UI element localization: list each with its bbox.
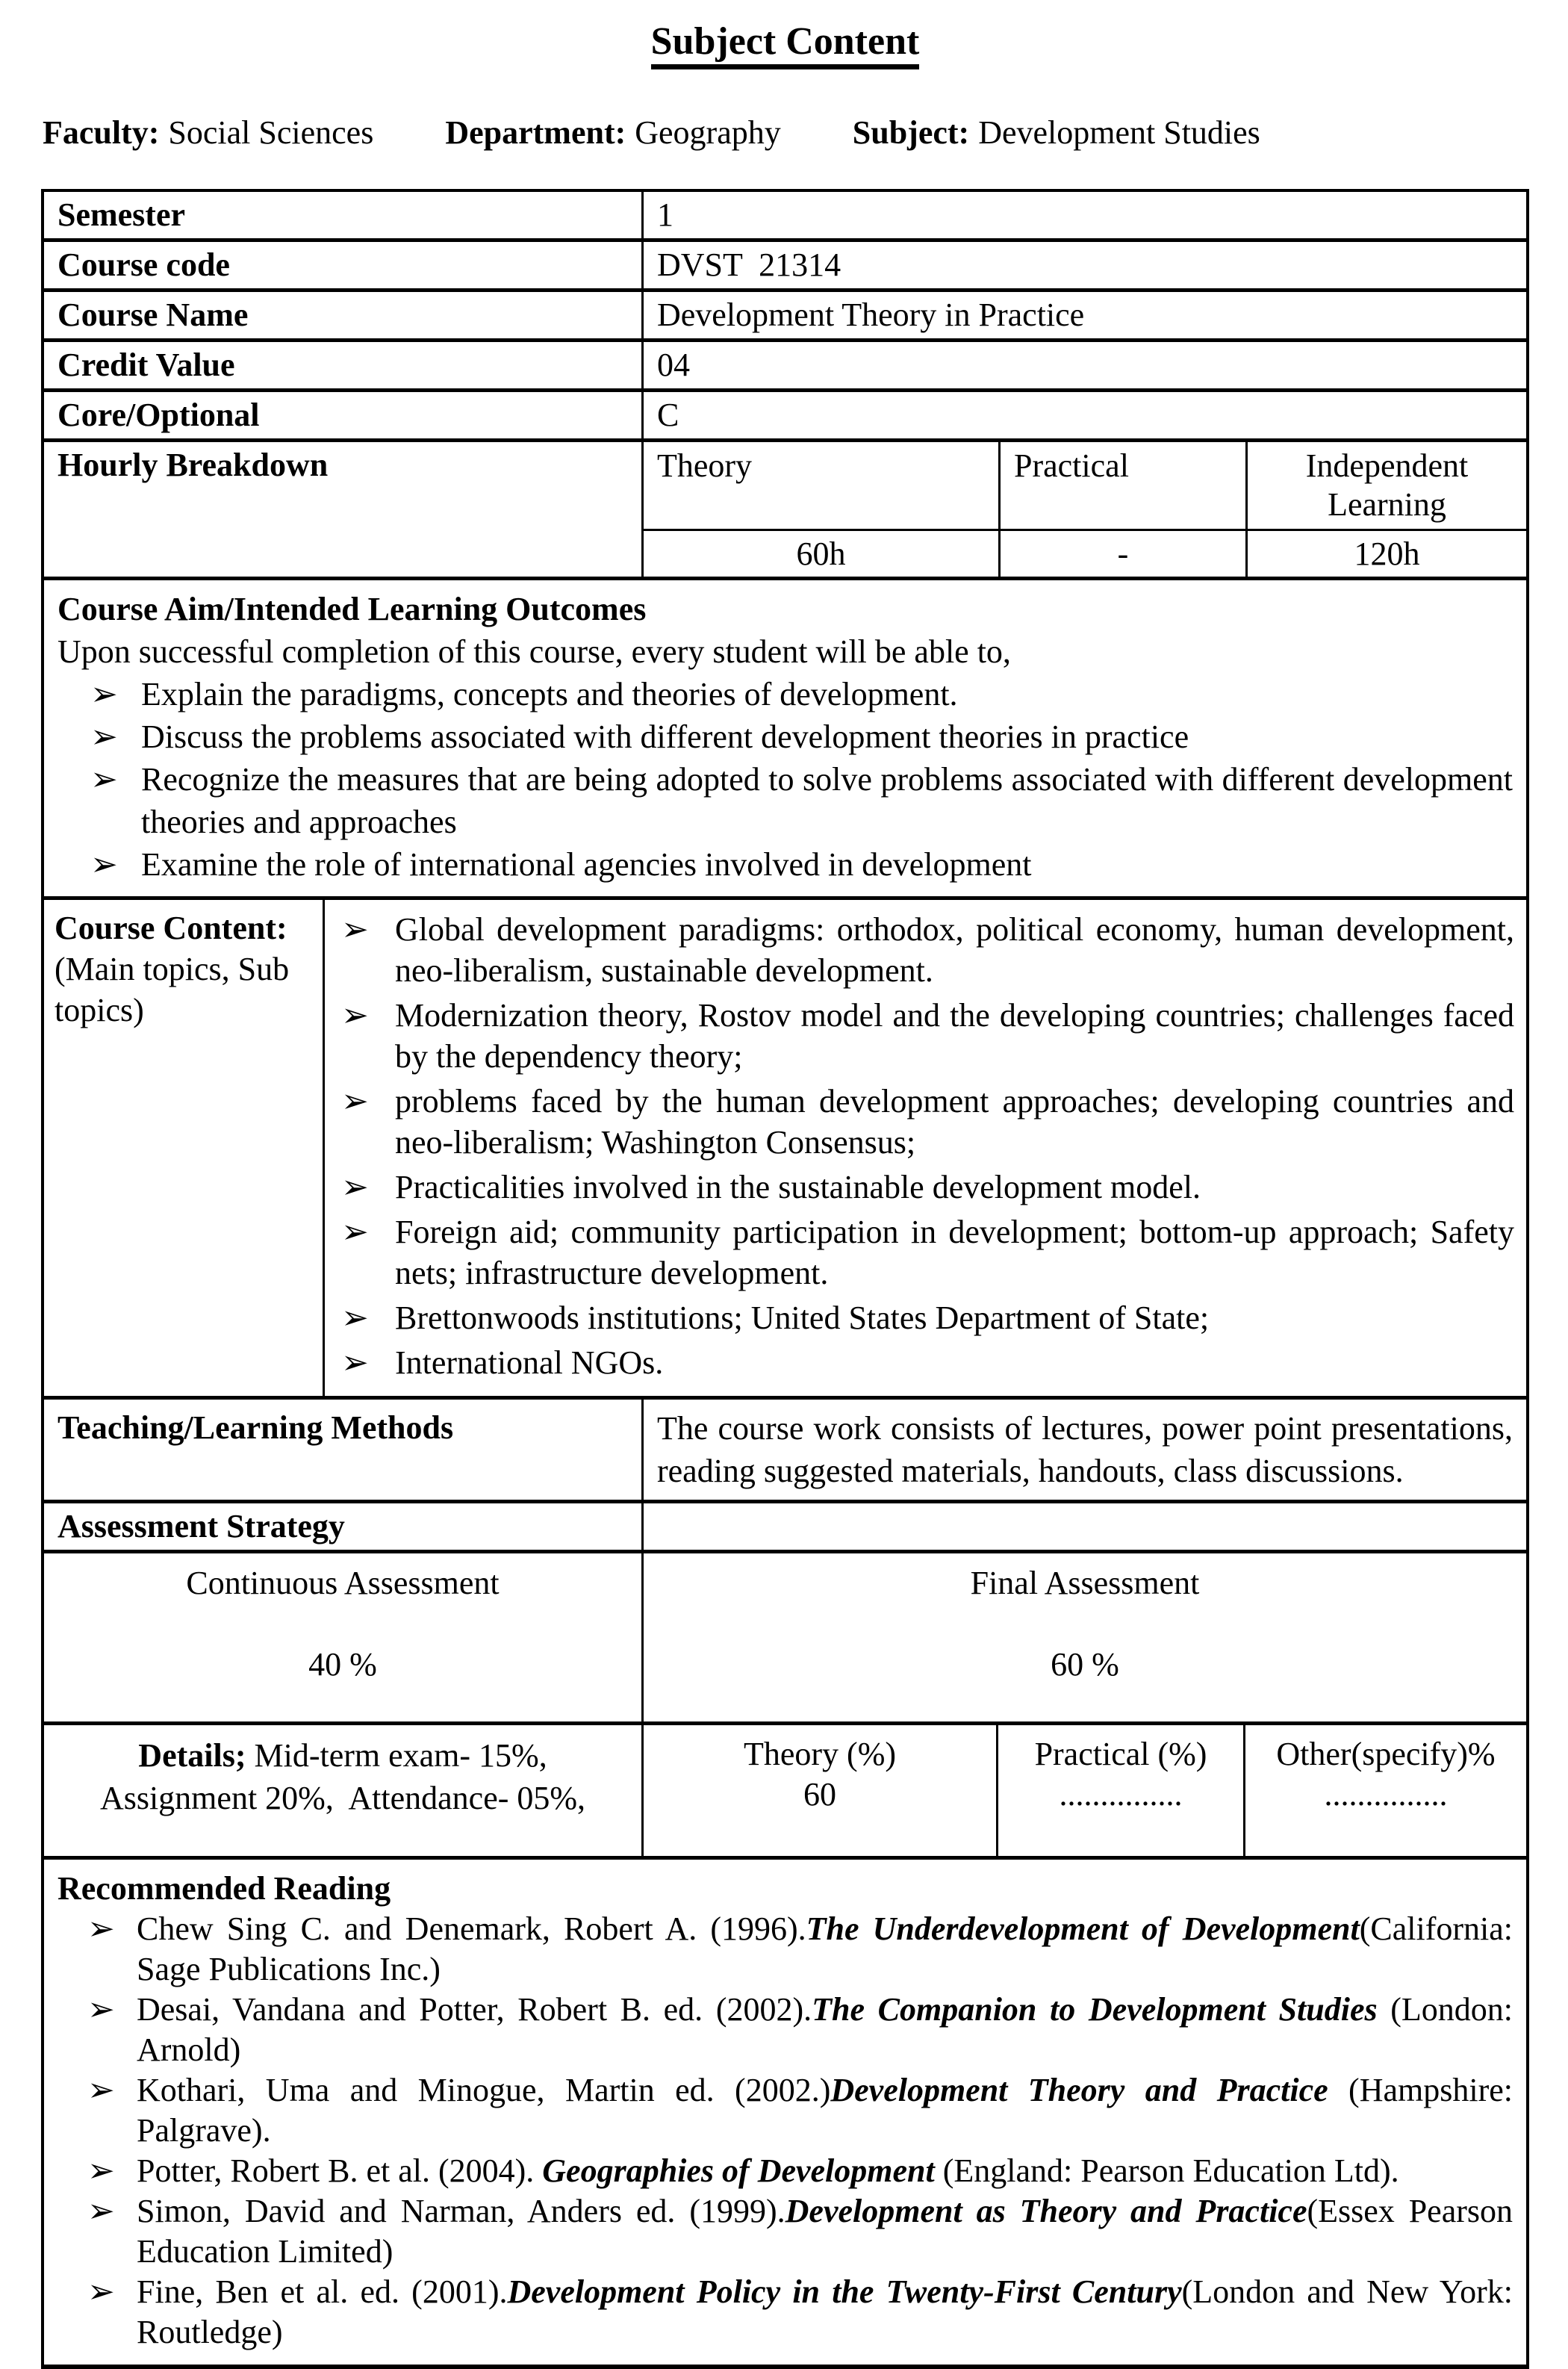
practical-column-header: Practical [998,442,1245,529]
course-content-topics [323,900,1526,1396]
topic-text: Practicalities involved in the sustainable development model. [395,1169,1201,1205]
core-optional-row [44,388,1526,438]
final-assessment-cell [641,1553,1526,1721]
arrow-bullet-icon: ➢ [90,761,118,798]
citation-authors: Desai, Vandana and Potter, Robert B. ed. (2002). [137,1991,812,2028]
theory-percent-cell [641,1725,996,1856]
other-percent-value: ............... [1324,1776,1448,1813]
course-content-row [44,896,1526,1396]
arrow-bullet-icon: ➢ [87,1991,115,2028]
citation-authors: Potter, Robert B. et al. (2004). [137,2152,543,2189]
final-assessment-percent: 60 % [1051,1646,1119,1683]
topic-item [341,1167,1514,1208]
citation-title: Development Theory and Practice [830,2072,1328,2108]
subject-content-table [41,189,1529,2369]
topic-text: Global development paradigms: orthodox, political economy, human development, neo-liberalism, sustainable development. [395,911,1514,989]
topic-text: International NGOs. [395,1344,664,1381]
outcome-text: Recognize the measures that are being adopted to solve problems associated with different development theories and approaches [141,761,1513,840]
outcome-text: Explain the paradigms, concepts and theories of development. [141,676,958,712]
topic-item [341,909,1514,991]
theory-column-header: Theory [657,447,753,484]
page-title: Subject Content [651,19,920,69]
assessment-split-row [44,1550,1526,1721]
citation-title: The Companion to Development Studies [812,1991,1378,2028]
department-meta [445,113,780,153]
subject-value: Development Studies [978,114,1260,151]
topic-item [341,995,1514,1077]
independent-learning-hours: 120h [1245,531,1526,577]
course-name-label: Course Name [57,296,249,333]
teaching-methods-label: Teaching/Learning Methods [57,1409,454,1446]
citation-publisher: (Hampshire: Palgrave). [137,2072,1513,2149]
citation-authors: Kothari, Uma and Minogue, Martin ed. (2002.) [137,2072,831,2108]
course-aim-row [44,577,1526,896]
credit-value-label: Credit Value [57,347,235,383]
reading-item [57,1990,1513,2070]
citation-publisher: (England: Pearson Education Ltd). [934,2152,1399,2189]
continuous-assessment-cell [44,1553,641,1721]
department-value: Geography [635,114,781,151]
arrow-bullet-icon: ➢ [341,1169,369,1205]
arrow-bullet-icon: ➢ [341,1083,369,1120]
course-code-row [44,238,1526,288]
citation-authors: Simon, David and Narman, Anders ed. (1999). [137,2193,785,2229]
document-meta [43,113,1529,153]
citation-title: Development as Theory and Practice [785,2193,1307,2229]
reading-citation [137,2070,1513,2151]
course-code-label: Course code [57,246,230,283]
course-name-value: Development Theory in Practice [641,292,1526,338]
course-code-value: DVST 21314 [641,242,1526,288]
reading-citation [137,1909,1513,1990]
citation-publisher: (London: Arnold) [137,1991,1513,2068]
recommended-reading-row [44,1856,1526,2365]
assessment-strategy-row [44,1500,1526,1550]
assessment-strategy-heading: Assessment Strategy [57,1508,345,1544]
core-optional-label: Core/Optional [57,397,260,433]
outcome-item [57,673,1513,715]
credit-value-value: 04 [641,342,1526,388]
reading-item [57,2070,1513,2151]
details-label: Details; [138,1737,246,1774]
subject-meta [853,113,1260,153]
arrow-bullet-icon: ➢ [90,846,118,883]
arrow-bullet-icon: ➢ [87,2193,115,2229]
details-text: Mid-term exam- 15%, Assignment 20%, Attendance- 05%, [99,1737,586,1816]
semester-label: Semester [57,196,186,233]
assessment-details-cell [44,1725,641,1856]
arrow-bullet-icon: ➢ [341,911,369,948]
course-content-label [44,900,323,1396]
core-optional-value: C [641,392,1526,438]
topic-text: Modernization theory, Rostov model and the developing countries; challenges faced by the dependency theory; [395,997,1514,1075]
arrow-bullet-icon: ➢ [341,1214,369,1250]
citation-title: Development Policy in the Twenty-First Century [507,2273,1182,2310]
citation-authors: Fine, Ben et al. ed. (2001). [137,2273,508,2310]
citation-title: The Underdevelopment of Development [806,1910,1360,1947]
citation-publisher: (Essex Pearson Education Limited) [137,2193,1513,2270]
arrow-bullet-icon: ➢ [87,1910,115,1947]
outcome-item [57,758,1513,843]
recommended-reading-heading: Recommended Reading [57,1870,391,1907]
faculty-meta [43,113,373,153]
course-content-label-note: (Main topics, Sub topics) [55,951,290,1028]
citation-title: Geographies of Development [542,2152,935,2189]
topic-text: Foreign aid; community participation in development; bottom-up approach; Safety nets; infrastructure development. [395,1214,1514,1291]
arrow-bullet-icon: ➢ [87,2152,115,2189]
theory-percent-value: 60 [803,1776,836,1813]
topic-item [341,1211,1514,1294]
faculty-label: Faculty: [43,114,160,151]
arrow-bullet-icon: ➢ [341,1300,369,1336]
outcome-item [57,715,1513,758]
citation-publisher: (California: Sage Publications Inc.) [137,1910,1513,1987]
assessment-details-row [44,1721,1526,1856]
reading-item [57,2151,1513,2191]
reading-item [57,2191,1513,2272]
hourly-breakdown-values [644,529,1526,577]
theory-percent-label: Theory (%) [743,1736,896,1772]
arrow-bullet-icon: ➢ [90,718,118,755]
other-percent-cell [1243,1725,1526,1856]
reading-citation [137,2151,1513,2191]
reading-citation [137,2272,1513,2353]
arrow-bullet-icon: ➢ [87,2072,115,2108]
practical-percent-cell [996,1725,1243,1856]
outcome-text: Examine the role of international agencies involved in development [141,846,1032,883]
title-row [41,19,1529,69]
semester-row [44,192,1526,238]
hourly-breakdown-header [644,442,1526,529]
outcome-text: Discuss the problems associated with different development theories in practice [141,718,1189,755]
reading-list [57,1909,1513,2353]
topic-text: Brettonwoods institutions; United States Department of State; [395,1300,1210,1336]
hourly-breakdown-grid [641,442,1526,577]
practical-percent-label: Practical (%) [1034,1736,1207,1772]
topic-item [341,1297,1514,1338]
hourly-breakdown-label: Hourly Breakdown [57,447,329,483]
reading-item [57,1909,1513,1990]
arrow-bullet-icon: ➢ [341,997,369,1034]
topic-item [341,1081,1514,1163]
continuous-assessment-label: Continuous Assessment [186,1565,500,1601]
other-percent-label: Other(specify)% [1276,1736,1496,1772]
arrow-bullet-icon: ➢ [341,1344,369,1381]
practical-percent-value: ............... [1059,1776,1183,1813]
citation-publisher: (London and New York: Routledge) [137,2273,1513,2350]
course-aim-outcomes [57,673,1513,886]
topic-item [341,1342,1514,1383]
reading-citation [137,2191,1513,2272]
credit-value-row [44,338,1526,388]
assessment-strategy-empty-cell [641,1503,1526,1550]
faculty-value: Social Sciences [168,114,374,151]
hourly-breakdown-row [44,438,1526,577]
arrow-bullet-icon: ➢ [87,2273,115,2310]
reading-citation [137,1990,1513,2070]
teaching-methods-text: The course work consists of lectures, power point presentations, reading suggested materials, handouts, class discussions. [641,1400,1526,1500]
course-content-label-bold: Course Content: [55,910,287,946]
course-aim-intro: Upon successful completion of this course, every student will be able to, [57,633,1011,670]
course-aim-cell [44,580,1526,896]
independent-learning-column-header: Independent Learning [1245,442,1526,529]
course-name-row [44,288,1526,338]
teaching-methods-row [44,1396,1526,1500]
continuous-assessment-percent: 40 % [308,1646,377,1683]
final-assessment-label: Final Assessment [970,1565,1200,1601]
arrow-bullet-icon: ➢ [90,676,118,712]
citation-authors: Chew Sing C. and Denemark, Robert A. (1996). [137,1910,806,1947]
course-aim-heading: Course Aim/Intended Learning Outcomes [57,591,647,627]
reading-item [57,2272,1513,2353]
recommended-reading-cell [44,1860,1526,2365]
outcome-item [57,843,1513,886]
subject-label: Subject: [852,114,970,151]
department-label: Department: [445,114,626,151]
semester-value: 1 [641,192,1526,238]
theory-hours: 60h [796,535,846,572]
practical-hours: - [998,531,1245,577]
topic-text: problems faced by the human development approaches; developing countries and neo-liberalism; Washington Consensus; [395,1083,1514,1161]
